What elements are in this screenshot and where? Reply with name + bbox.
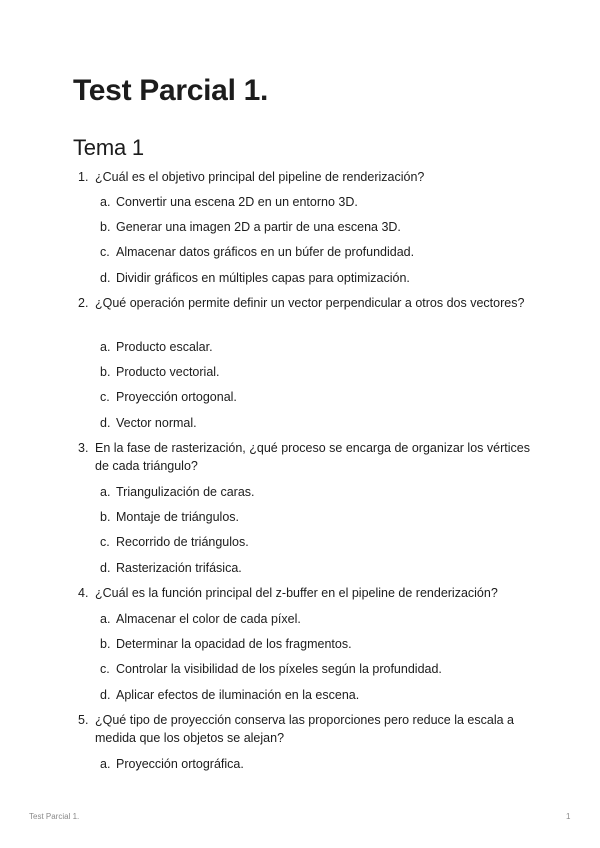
option-letter: b. [100,510,111,524]
option-letter: a. [100,612,111,626]
option-text: Triangulización de caras. [116,485,255,499]
option-text: Producto vectorial. [116,365,220,379]
option-letter: c. [100,390,110,404]
option-letter: c. [100,245,110,259]
option-text: Dividir gráficos en múltiples capas para optimización. [116,271,410,285]
page-number: 1 [566,812,571,821]
option-text: Rasterización trifásica. [116,561,242,575]
option-letter: a. [100,485,111,499]
question-number: 2. [78,296,89,310]
option-letter: c. [100,662,110,676]
option-letter: a. [100,195,111,209]
option-text: Vector normal. [116,416,197,430]
option-text: Generar una imagen 2D a partir de una escena 3D. [116,220,401,234]
option-text: Controlar la visibilidad de los píxeles según la profundidad. [116,662,442,676]
option-letter: a. [100,340,111,354]
option-text: Determinar la opacidad de los fragmentos. [116,637,352,651]
document-title: Test Parcial 1. [73,74,269,107]
question-number: 4. [78,586,89,600]
section-heading: Tema 1 [73,135,144,160]
option-text: Proyección ortográfica. [116,757,244,771]
question-text: ¿Qué tipo de proyección conserva las proporciones pero reduce la escala a medida que los objetos se alejan? [95,713,514,745]
option-letter: a. [100,757,111,771]
option-letter: c. [100,535,110,549]
option-text: Almacenar el color de cada píxel. [116,612,301,626]
option-letter: d. [100,561,111,575]
option-text: Aplicar efectos de iluminación en la escena. [116,688,360,702]
question-number: 3. [78,441,89,455]
question-text: ¿Cuál es la función principal del z-buffer en el pipeline de renderización? [95,586,498,600]
option-text: Proyección ortogonal. [116,390,237,404]
footer-title: Test Parcial 1. [29,812,80,821]
question-text: ¿Qué operación permite definir un vector perpendicular a otros dos vectores? [95,296,525,310]
option-letter: b. [100,637,111,651]
question-text: En la fase de rasterización, ¿qué proceso se encarga de organizar los vértices de cada triángulo? [95,441,530,473]
option-letter: b. [100,365,111,379]
option-text: Almacenar datos gráficos en un búfer de profundidad. [116,245,415,259]
question-number: 5. [78,713,89,727]
option-text: Convertir una escena 2D en un entorno 3D. [116,195,358,209]
question-text: ¿Cuál es el objetivo principal del pipeline de renderización? [95,170,425,184]
question-number: 1. [78,170,89,184]
option-letter: d. [100,271,111,285]
option-text: Recorrido de triángulos. [116,535,249,549]
option-letter: d. [100,688,111,702]
option-text: Producto escalar. [116,340,213,354]
option-letter: b. [100,220,111,234]
option-letter: d. [100,416,111,430]
option-text: Montaje de triángulos. [116,510,239,524]
